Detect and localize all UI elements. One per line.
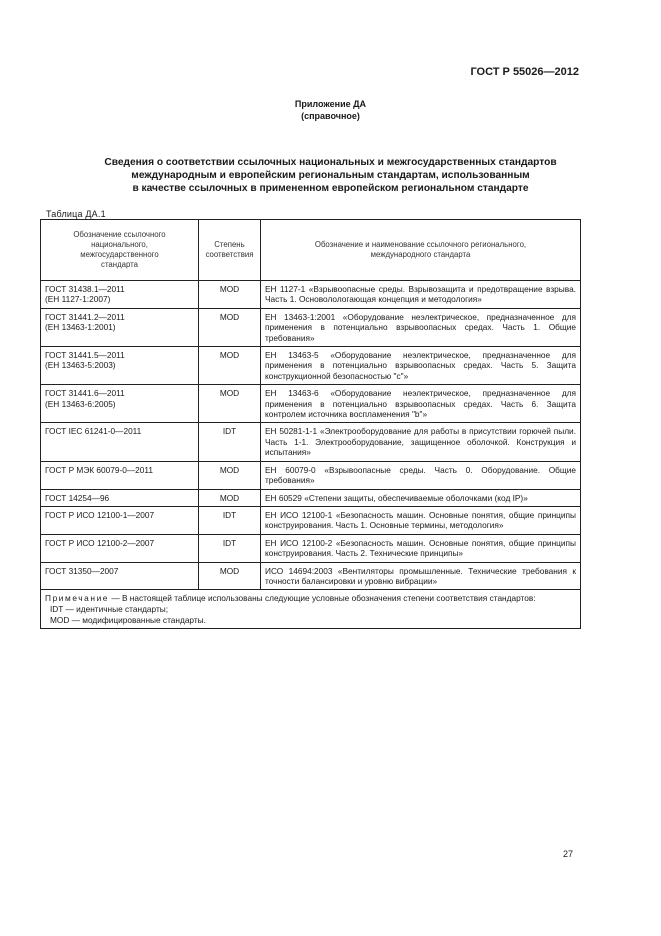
cell-reference: ЕН ИСО 12100-1 «Безопасность машин. Основные понятия, общие принципы конструирования. Часть 1. Основные термины, методология» [261, 506, 581, 534]
appendix-subtitle: (справочное) [301, 111, 360, 121]
standard-line: ГОСТ 31350—2007 [45, 565, 119, 576]
standard-line: ГОСТ Р МЭК 60079-0—2011 [45, 464, 154, 475]
table-row [41, 489, 581, 506]
header-line: национального, [91, 240, 148, 249]
table-row [41, 562, 581, 590]
standard-line: ГОСТ 14254—96 [45, 492, 110, 503]
standard-line: ГОСТ 31441.6—2011 [45, 388, 125, 399]
page-number: 27 [562, 849, 573, 859]
header-reference [261, 220, 581, 281]
table-row [41, 506, 581, 534]
cell-standard [41, 423, 199, 461]
table-row [41, 308, 581, 346]
table-caption: Таблица ДА.1 [46, 209, 106, 219]
cell-reference: ЕН 1127-1 «Взрывоопасные среды. Взрывозащита и предотвращение взрыва. Часть 1. Основолологающая концепция и методология» [261, 281, 581, 309]
cell-reference: ЕН 60079-0 «Взрывоопасные среды. Часть 0. Оборудование. Общие требования» [261, 461, 581, 489]
heading-line: Сведения о соответствии ссылочных национальных и межгосударственных стандартов [104, 157, 557, 168]
table-note-row [41, 590, 581, 629]
cell-standard [41, 385, 199, 423]
standard-line: ГОСТ Р ИСО 12100-2—2007 [45, 537, 155, 548]
header-degree [199, 220, 261, 281]
cell-reference: ЕН 13463-6 «Оборудование неэлектрическое, предназначенное для применения в потенциально взрывоопасных средах. Часть 6. Защита контролем источника воспламенения "b"» [261, 385, 581, 423]
note-text [45, 593, 576, 604]
cell-degree: IDT [199, 534, 261, 562]
header-line: межгосударственного [80, 250, 159, 259]
cell-standard [41, 461, 199, 489]
cell-degree: MOD [199, 461, 261, 489]
cell-standard [41, 506, 199, 534]
cell-reference: ЕН 13463-5 «Оборудование неэлектрическое, предназначенное для применения в потенциально взрывоопасных средах. Часть 5. Защита конструкционной безопасностью "с"» [261, 347, 581, 385]
correspondence-table [40, 219, 581, 629]
standard-line: ГОСТ Р ИСО 12100-1—2007 [45, 509, 155, 520]
cell-degree: MOD [199, 489, 261, 506]
cell-reference: ЕН 13463-1:2001 «Оборудование неэлектрическое, предназначенное для применения в потенциально взрывоопасных средах. Часть 1. Общие требования» [261, 308, 581, 346]
heading-line: в качестве ссылочных в примененном европейском региональном стандарте [132, 183, 529, 194]
note-item: MOD — модифицированные стандарты. [50, 614, 206, 625]
cell-degree: MOD [199, 562, 261, 590]
standard-line: (ЕН 13463-1:2001) [45, 322, 116, 333]
appendix-header [0, 98, 661, 122]
cell-standard [41, 347, 199, 385]
standard-line: ГОСТ 31438.1—2011 [45, 284, 125, 294]
header-standard [41, 220, 199, 281]
table-row [41, 347, 581, 385]
table-row [41, 534, 581, 562]
cell-standard [41, 308, 199, 346]
appendix-title: Приложение ДА [294, 99, 367, 109]
standard-line: ГОСТ 31441.2—2011 [45, 311, 125, 322]
document-code: ГОСТ Р 55026—2012 [470, 66, 579, 78]
cell-degree: IDT [199, 506, 261, 534]
section-heading [40, 156, 621, 195]
standard-line: (ЕН 13463-5:2003) [45, 360, 116, 371]
cell-degree: MOD [199, 308, 261, 346]
cell-degree: MOD [199, 385, 261, 423]
cell-standard [41, 489, 199, 506]
cell-standard [41, 281, 199, 309]
table-row [41, 385, 581, 423]
cell-reference: ИСО 14694:2003 «Вентиляторы промышленные. Технические требования к точности балансировки и уровню вибрации» [261, 562, 581, 590]
cell-reference: ЕН 60529 «Степени защиты, обеспечиваемые оболочками (код IP)» [261, 489, 581, 506]
standard-line: ГОСТ 31441.5—2011 [45, 350, 125, 361]
cell-standard [41, 534, 199, 562]
cell-reference: ЕН ИСО 12100-2 «Безопасность машин. Основные понятия, общие принципы конструирования. Часть 2. Технические принципы» [261, 534, 581, 562]
table-row [41, 461, 581, 489]
table-row [41, 281, 581, 309]
header-line: Обозначение и наименование ссылочного регионального, [314, 240, 527, 249]
standard-line: ГОСТ IEC 61241-0—2011 [45, 426, 142, 437]
heading-line: международным и европейским региональным стандартам, использованным [131, 170, 530, 181]
note-label: Примечание [45, 593, 110, 604]
header-line: Степень [214, 240, 245, 249]
note-body: — В настоящей таблице использованы следующие условные обозначения степени соответствия стандартов: [109, 593, 536, 604]
standard-line: (ЕН 1127-1:2007) [45, 294, 111, 305]
table-row [41, 423, 581, 461]
cell-degree: MOD [199, 281, 261, 309]
cell-standard [41, 562, 199, 590]
header-line: соответствия [205, 250, 254, 259]
standard-line: (ЕН 13463-6:2005) [45, 398, 116, 409]
header-line: стандарта [101, 260, 138, 269]
note-item: IDT — идентичные стандарты; [50, 603, 169, 614]
table-header-row [41, 220, 581, 281]
cell-degree: IDT [199, 423, 261, 461]
cell-reference: ЕН 50281-1-1 «Электрооборудование для работы в присутствии горючей пыли. Часть 1-1. Электрооборудование, защищенное оболочкой. Конструкция и испытания» [261, 423, 581, 461]
header-line: международного стандарта [370, 250, 471, 259]
table-note [41, 590, 581, 629]
cell-degree: MOD [199, 347, 261, 385]
header-line: Обозначение ссылочного [73, 230, 166, 239]
